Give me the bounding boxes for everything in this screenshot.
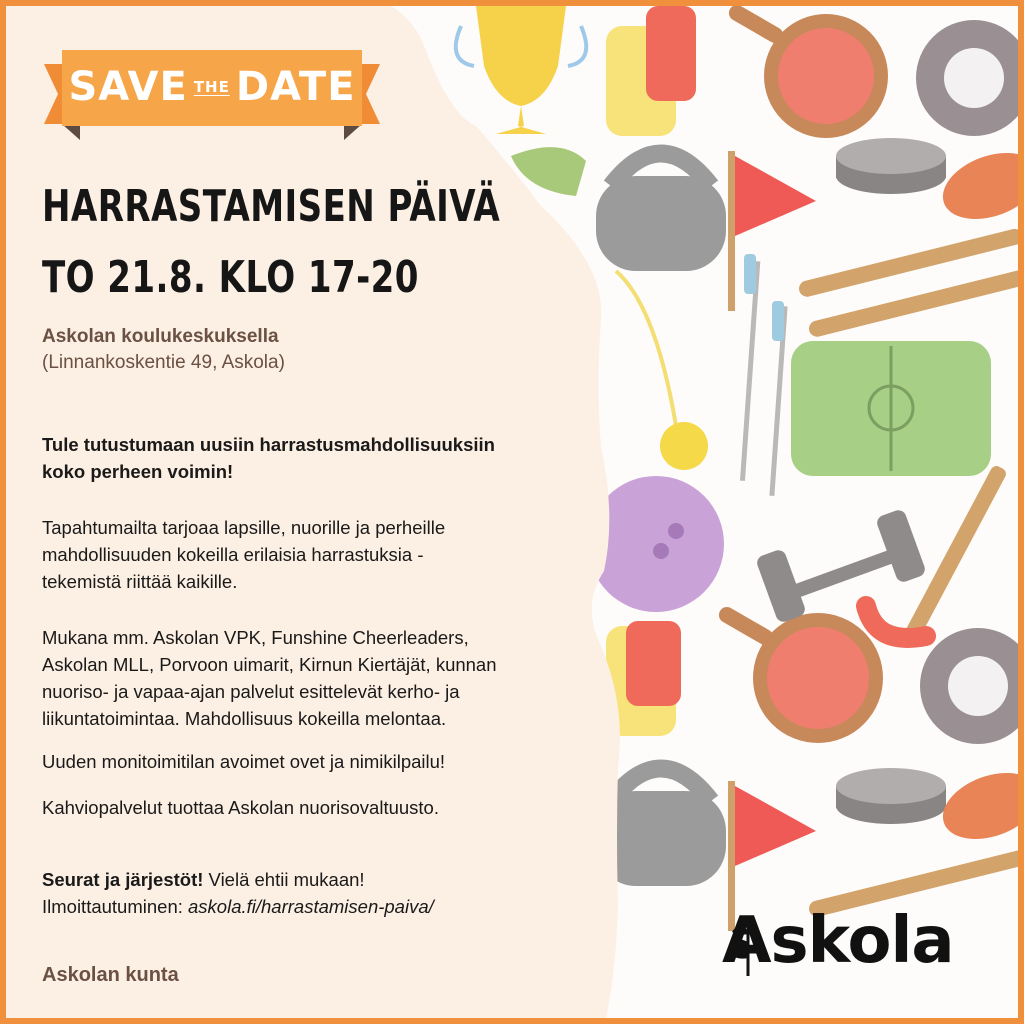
intro-line-2: koko perheen voimin!	[42, 461, 234, 482]
event-location	[42, 324, 285, 376]
registration-label: Ilmoittautuminen:	[42, 896, 189, 917]
paragraph-cafe: Kahviopalvelut tuottaa Askolan nuorisovaltuusto.	[42, 797, 439, 818]
paragraph-activities	[42, 514, 602, 595]
p2-line-1: Mukana mm. Askolan VPK, Funshine Cheerleaders,	[42, 627, 469, 648]
banner-save: SAVE	[68, 64, 188, 110]
p1-line-3: tekemistä riittää kaikille.	[42, 571, 238, 592]
banner-text	[62, 50, 362, 124]
registration-link[interactable]: askola.fi/harrastamisen-paiva/	[188, 896, 434, 917]
askola-logo	[722, 898, 982, 984]
event-address: (Linnankoskentie 49, Askola)	[42, 352, 285, 373]
logo-text: Askola	[722, 904, 954, 978]
banner-the: THE	[193, 77, 230, 96]
clubs-line	[42, 866, 602, 893]
intro-line-1: Tule tutustumaan uusiin harrastusmahdollisuuksiin	[42, 434, 495, 455]
paragraph-open-doors: Uuden monitoimitilan avoimet ovet ja nimikilpailu!	[42, 751, 446, 772]
event-datetime: TO 21.8. KLO 17-20	[42, 252, 419, 303]
event-title: HARRASTAMISEN PÄIVÄ	[42, 181, 501, 232]
p2-line-3: nuoriso- ja vapaa-ajan palvelut esittelevät kerho- ja	[42, 681, 460, 702]
organizer-name: Askolan kunta	[42, 964, 179, 986]
registration-info	[42, 866, 602, 920]
save-the-date-banner	[44, 50, 380, 142]
registration-line	[42, 893, 602, 920]
banner-date: DATE	[235, 64, 356, 110]
p2-line-2: Askolan MLL, Porvoon uimarit, Kirnun Kiertäjät, kunnan	[42, 654, 497, 675]
clubs-rest: Vielä ehtii mukaan!	[203, 869, 365, 890]
intro-text	[42, 431, 602, 485]
clubs-bold: Seurat ja järjestöt!	[42, 869, 204, 890]
p1-line-1: Tapahtumailta tarjoaa lapsille, nuorille ja perheille	[42, 517, 446, 538]
paragraph-participants	[42, 624, 602, 732]
p2-line-4: liikuntatoimintaa. Mahdollisuus kokeilla melontaa.	[42, 708, 447, 729]
p1-line-2: mahdollisuuden kokeilla erilaisia harrastuksia -	[42, 544, 424, 565]
event-venue: Askolan koulukeskuksella	[42, 326, 279, 347]
